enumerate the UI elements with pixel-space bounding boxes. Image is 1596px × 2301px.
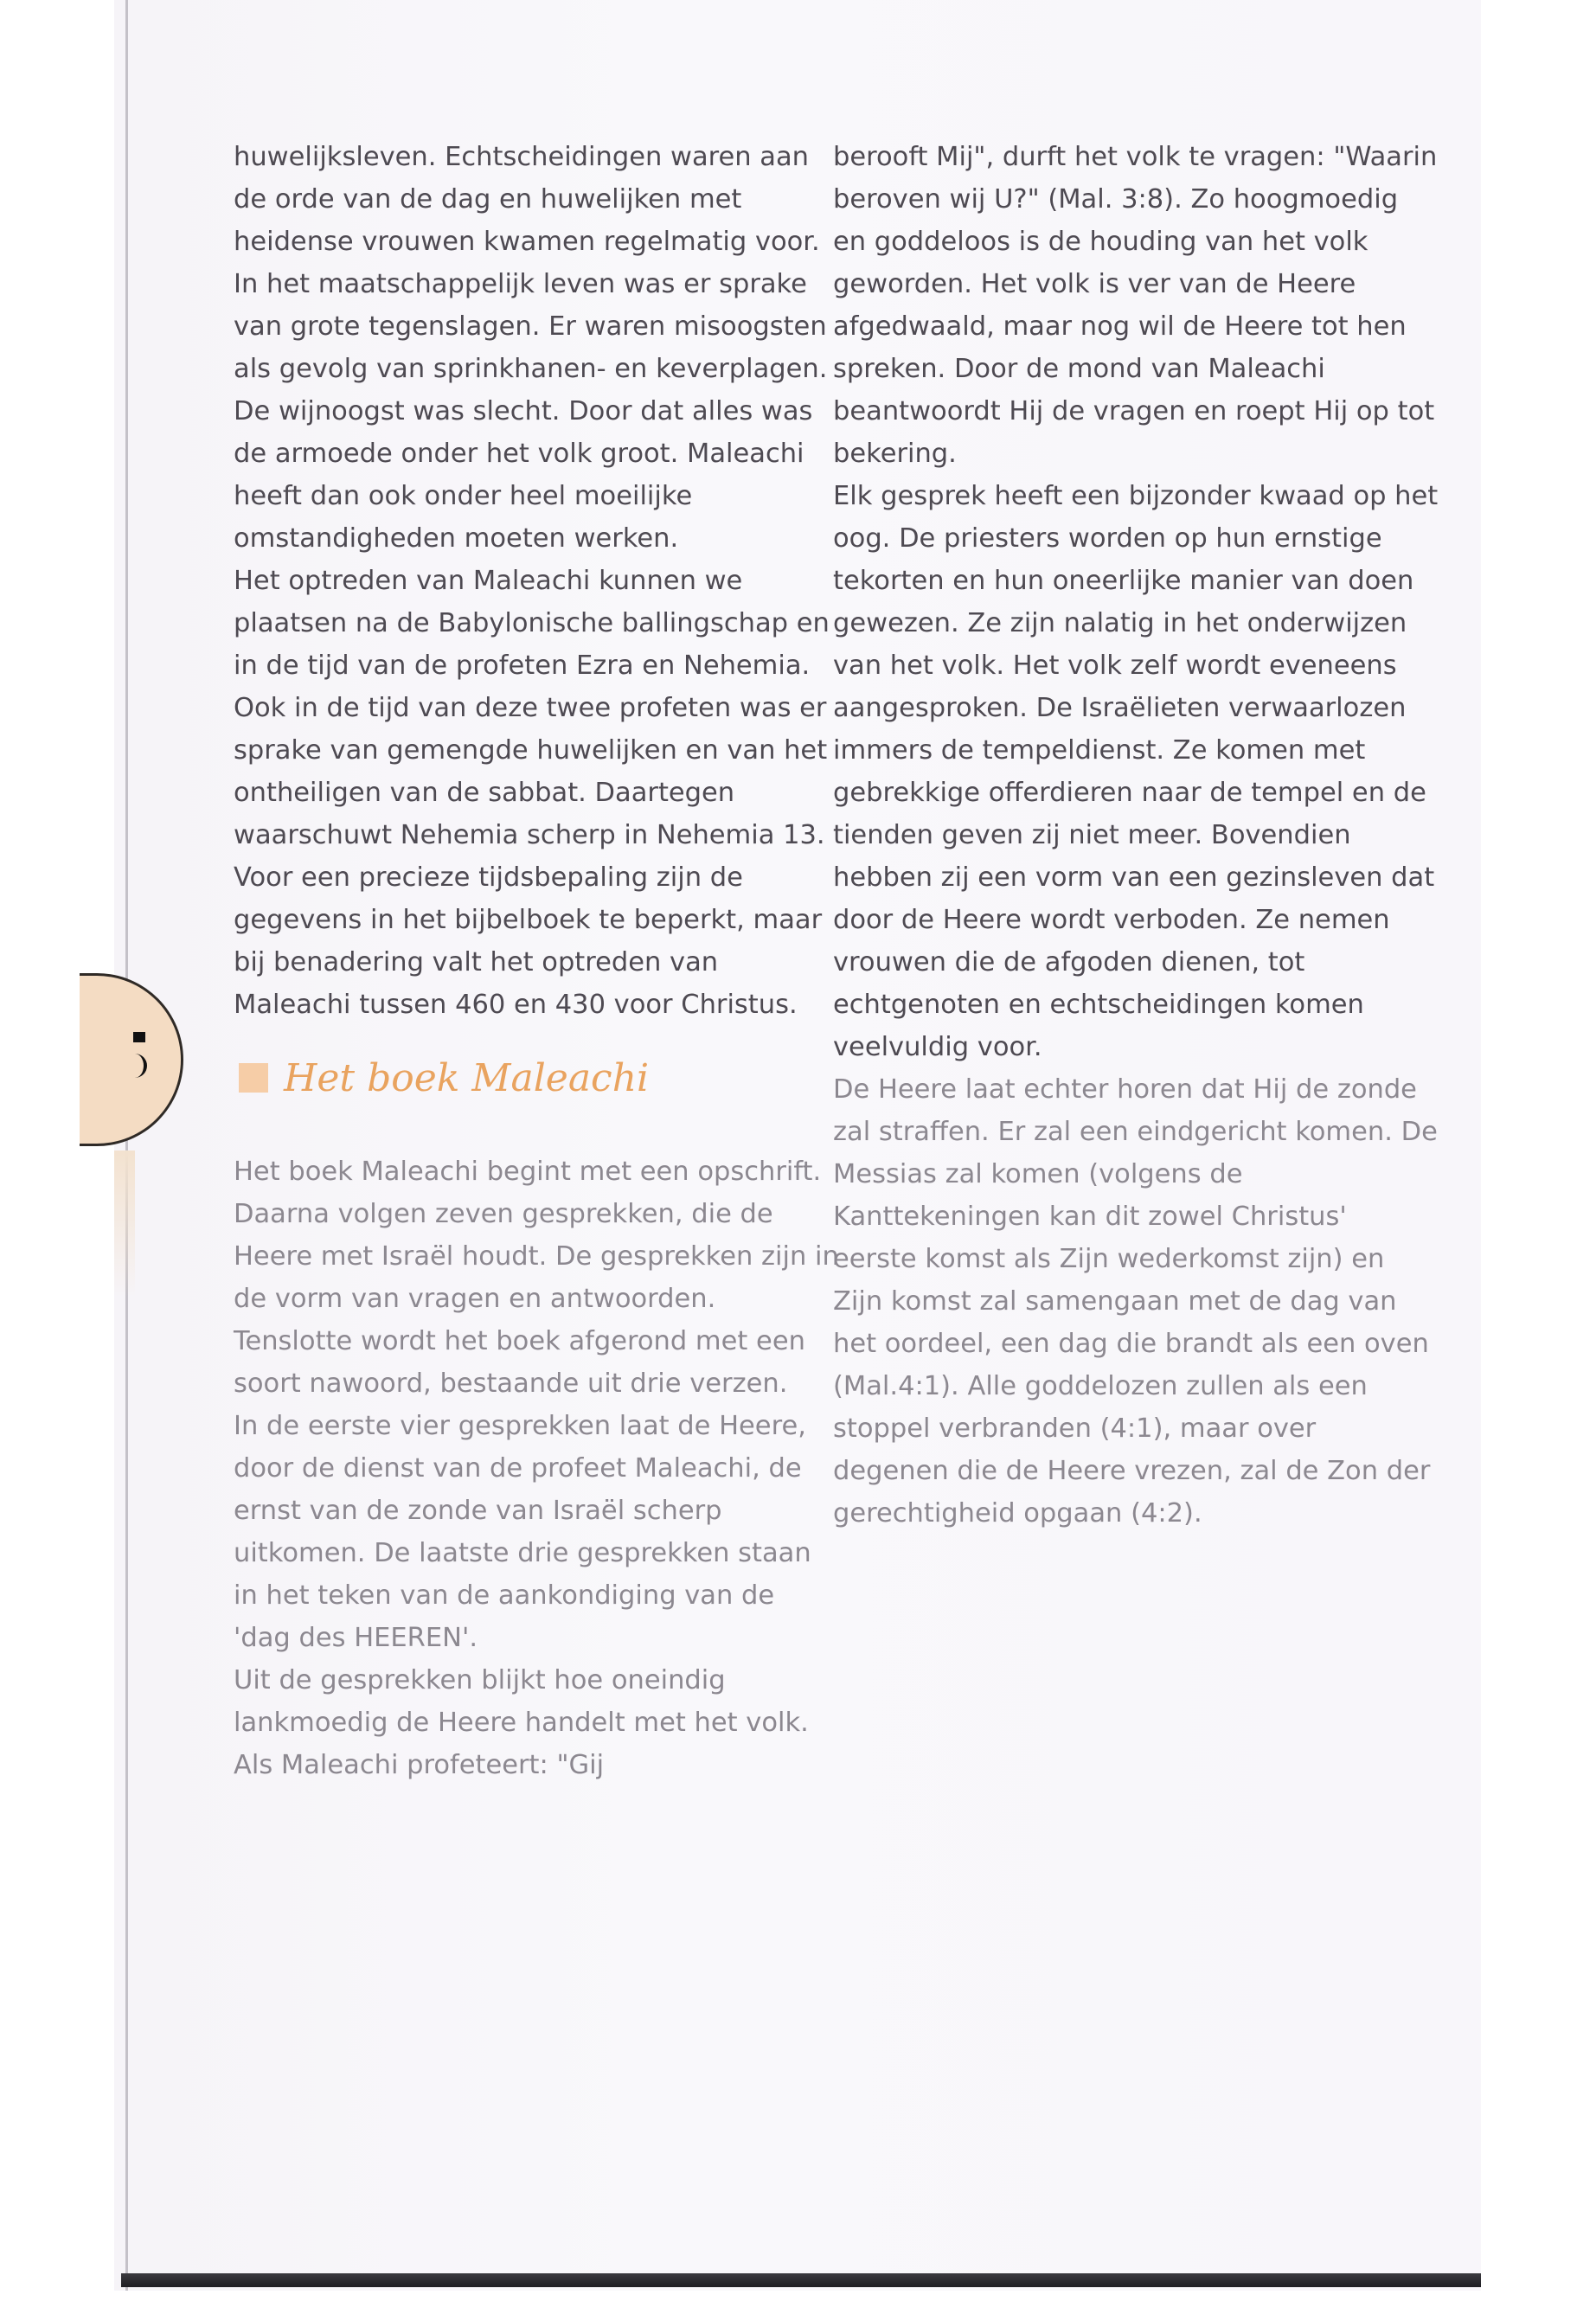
left-paragraph-1: huwelijksleven. Echtscheidingen waren aan de orde van de dag en huwelijken met heidense vrouwen kwamen regelmatig voor. [234, 142, 820, 257]
section-paragraph-2: In de eerste vier gesprekken laat de Heere, door de dienst van de profeet Maleachi, de ernst van de zonde van Israël scherp uitkomen. De laatste drie gesprekken staan in het teken van de aankondiging van de 'dag des HEEREN'. [234, 1411, 811, 1653]
section-heading [239, 1052, 839, 1104]
right-paragraph-3: De Heere laat echter horen dat Hij de zonde zal straffen. Er zal een eindgericht komen. De Messias zal komen (volgens de Kanttekeningen kan dit zowel Christus' eerste komst als Zijn wederkomst zijn) en Zijn komst zal samengaan met de dag van het oordeel, een dag die brandt als een oven (Mal.4:1). Alle goddelozen zullen als een stoppel verbranden (4:1), maar over degenen die de Heere vrezen, zal de Zon der gerechtigheid opgaan (4:2). [833, 1074, 1438, 1529]
thumb-tab-mark-bottom [128, 1054, 147, 1078]
right-paragraph-1: berooft Mij", durft het volk te vragen: "Waarin beroven wij U?" (Mal. 3:8). Zo hoogmoedig en goddeloos is de houding van het volk geworden. Het volk is ver van de Heere afgedwaald, maar nog wil de Heere tot hen spreken. Door de mond van Maleachi beantwoordt Hij de vragen en roept Hij op tot bekering. [833, 142, 1438, 469]
left-paragraph-2: In het maatschappelijk leven was er sprake van grote tegenslagen. Er waren misoogsten als gevolg van sprinkhanen- en keverplagen. De wijnoogst was slecht. Door dat alles was de armoede onder het volk groot. Maleachi heeft dan ook onder heel moeilijke omstandigheden moeten werken. [234, 269, 828, 554]
heading-square-icon [239, 1063, 268, 1093]
page-bottom-edge [121, 2273, 1481, 2287]
binding-edge [125, 0, 128, 2291]
section-heading-text: Het boek Maleachi [284, 1055, 650, 1100]
thumb-tab-shadow [114, 1150, 135, 1298]
section-paragraph-3: Uit de gesprekken blijkt hoe oneindig lankmoedig de Heere handelt met het volk. Als Maleachi profeteert: "Gij [234, 1665, 809, 1780]
left-paragraph-3: Het optreden van Maleachi kunnen we plaatsen na de Babylonische ballingschap en in de tijd van de profeten Ezra en Nehemia. Ook in de tijd van deze twee profeten was er sprake van gemengde huwelijken en van het ontheiligen van de sabbat. Daartegen waarschuwt Nehemia scherp in Nehemia 13. [234, 566, 830, 850]
left-text-column [234, 136, 839, 1786]
section-paragraph-1: Het boek Maleachi begint met een opschrift. Daarna volgen zeven gesprekken, die de Heere met Israël houdt. De gesprekken zijn in de vorm van vragen en antwoorden. Tenslotte wordt het boek afgerond met een soort nawoord, bestaande uit drie verzen. [234, 1157, 839, 1399]
right-paragraph-2: Elk gesprek heeft een bijzonder kwaad op het oog. De priesters worden op hun ernstige tekorten en hun oneerlijke manier van doen gewezen. Ze zijn nalatig in het onderwijzen van het volk. Het volk zelf wordt eveneens aangesproken. De Israëlieten verwaarlozen immers de tempeldienst. Ze komen met gebrekkige offerdieren naar de tempel en de tienden geven zij niet meer. Bovendien hebben zij een vorm van een gezinsleven dat door de Heere wordt verboden. Ze nemen vrouwen die de afgoden dienen, tot echtgenoten en echtscheidingen komen veelvuldig voor. [833, 481, 1439, 1062]
right-text-column [833, 136, 1439, 1535]
left-paragraph-4: Voor een precieze tijdsbepaling zijn de gegevens in het bijbelboek te beperkt, maar bij benadering valt het optreden van Maleachi tussen 460 en 430 voor Christus. [234, 862, 823, 1020]
thumb-tab-mark-top [133, 1032, 145, 1042]
